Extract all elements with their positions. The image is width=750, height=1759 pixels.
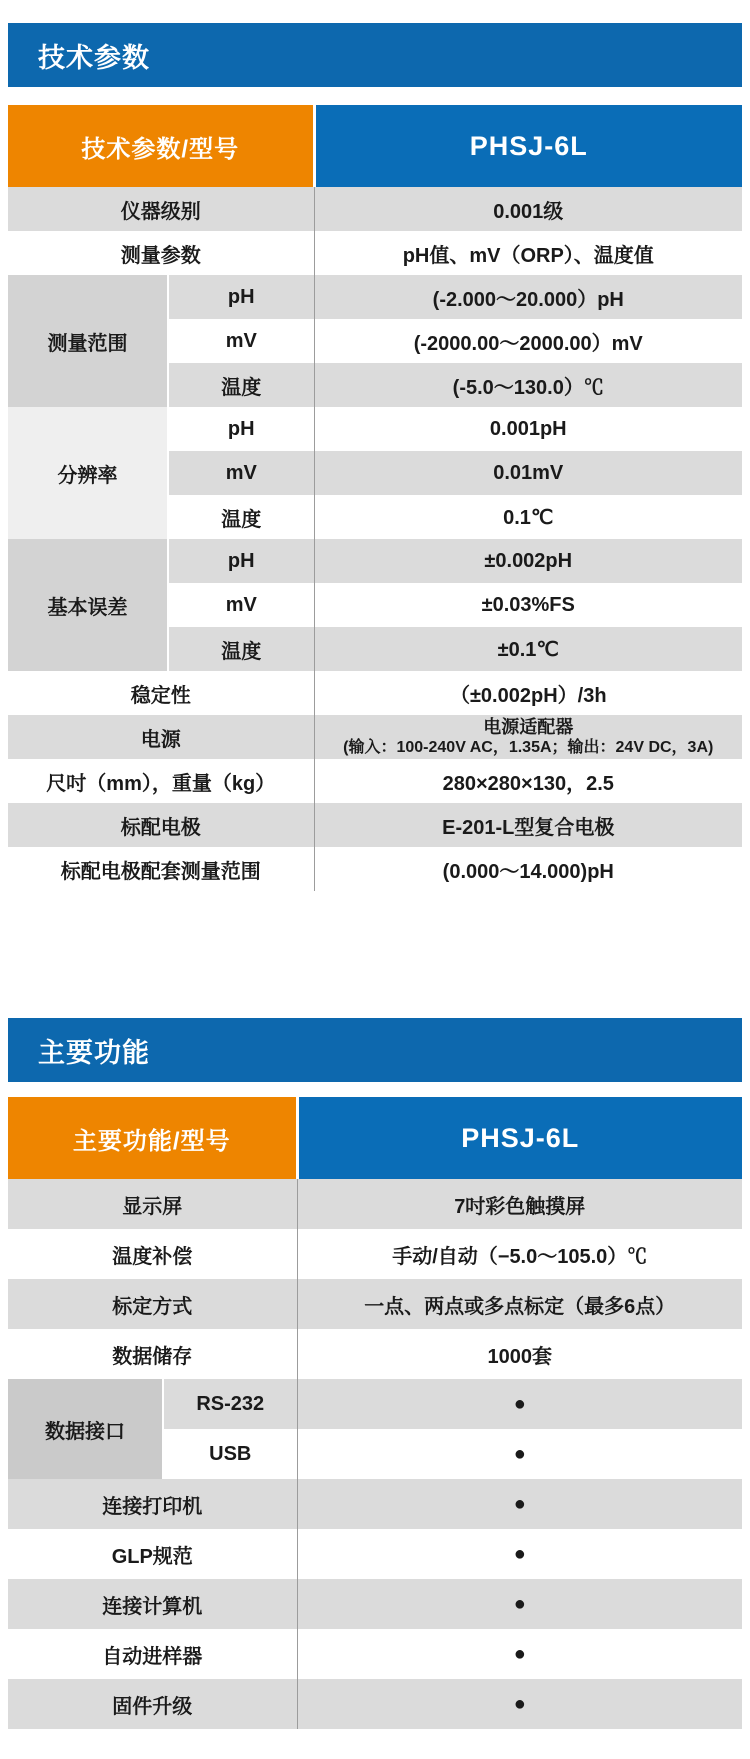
sub-label: pH: [168, 407, 314, 451]
feature-supported-dot: ●: [297, 1679, 742, 1729]
feature-supported-dot: ●: [297, 1379, 742, 1429]
group-label-resolution: 分辨率: [8, 407, 168, 539]
row-label: 测量参数: [8, 231, 314, 275]
row-label: 温度补偿: [8, 1229, 297, 1279]
row-value: 手动/自动（−5.0～105.0）℃: [297, 1229, 742, 1279]
sub-label: 温度: [168, 495, 314, 539]
row-label: 标定方式: [8, 1279, 297, 1329]
row-value: 0.001级: [314, 187, 742, 231]
row-label: 数据储存: [8, 1329, 297, 1379]
feature-supported-dot: ●: [297, 1479, 742, 1529]
row-value: 7吋彩色触摸屏: [297, 1179, 742, 1229]
sub-label: RS-232: [163, 1379, 297, 1429]
sub-label: USB: [163, 1429, 297, 1479]
sub-label: 温度: [168, 627, 314, 671]
table-row: [8, 1329, 742, 1379]
row-label: GLP规范: [8, 1529, 297, 1579]
table-row: [8, 1179, 742, 1229]
power-adapter-line1: 电源适配器: [483, 717, 574, 737]
row-value: 1000套: [297, 1329, 742, 1379]
main-functions-table: [8, 1097, 742, 1729]
table-row: [8, 847, 742, 891]
sub-label: pH: [168, 275, 314, 319]
table-row: [8, 1629, 742, 1679]
group-label-basic-error: 基本误差: [8, 539, 168, 671]
feature-supported-dot: ●: [297, 1529, 742, 1579]
table-row: [8, 671, 742, 715]
table-header-row: [8, 1097, 742, 1179]
row-label: 尺吋（mm），重量（kg）: [8, 759, 314, 803]
row-label: 固件升级: [8, 1679, 297, 1729]
table-row: [8, 1579, 742, 1629]
row-value: 0.1℃: [314, 495, 742, 539]
row-label: 连接计算机: [8, 1579, 297, 1629]
row-value: (-5.0～130.0）℃: [314, 363, 742, 407]
feature-supported-dot: ●: [297, 1429, 742, 1479]
sub-label: 温度: [168, 363, 314, 407]
sub-label: mV: [168, 319, 314, 363]
row-label: 仪器级别: [8, 187, 314, 231]
row-label: 电源: [8, 715, 314, 759]
row-value: (-2000.00～2000.00）mV: [314, 319, 742, 363]
sub-label: mV: [168, 583, 314, 627]
tech-params-table: [8, 105, 742, 891]
table2-header-left: 主要功能/型号: [8, 1097, 297, 1179]
table-row: [8, 1679, 742, 1729]
row-value: 0.01mV: [314, 451, 742, 495]
table-row: [8, 1479, 742, 1529]
table1-header-model: PHSJ-6L: [314, 105, 742, 187]
row-value: pH值、mV（ORP）、温度值: [314, 231, 742, 275]
row-value: （±0.002pH）/3h: [314, 671, 742, 715]
row-value: (-2.000～20.000）pH: [314, 275, 742, 319]
table2-header-model: PHSJ-6L: [297, 1097, 742, 1179]
row-label: 自动进样器: [8, 1629, 297, 1679]
row-label: 标配电极: [8, 803, 314, 847]
table-row: [8, 715, 742, 759]
sub-label: pH: [168, 539, 314, 583]
section-banner-main-functions-text: 主要功能: [38, 1037, 150, 1068]
table-row: [8, 231, 742, 275]
feature-supported-dot: ●: [297, 1579, 742, 1629]
table-row: [8, 539, 742, 583]
row-value: ±0.03%FS: [314, 583, 742, 627]
row-value: 0.001pH: [314, 407, 742, 451]
row-value: [314, 715, 742, 759]
table-header-row: [8, 105, 742, 187]
table-row: [8, 803, 742, 847]
section-banner-main-functions: [8, 1018, 742, 1082]
row-label: 连接打印机: [8, 1479, 297, 1529]
group-label-measure-range: 测量范围: [8, 275, 168, 407]
row-label: 稳定性: [8, 671, 314, 715]
table-row: [8, 1229, 742, 1279]
feature-supported-dot: ●: [297, 1629, 742, 1679]
table-row: [8, 1529, 742, 1579]
table-row: [8, 1279, 742, 1329]
table-row: [8, 407, 742, 451]
power-adapter-line2: (输入：100-240V AC，1.35A；输出：24V DC，3A): [343, 739, 714, 756]
row-value: E-201-L型复合电极: [314, 803, 742, 847]
section-banner-tech-params: [8, 23, 742, 87]
row-label: 显示屏: [8, 1179, 297, 1229]
row-value: ±0.002pH: [314, 539, 742, 583]
row-value: (0.000～14.000)pH: [314, 847, 742, 891]
section-banner-tech-params-text: 技术参数: [38, 42, 150, 73]
group-label-data-interface: 数据接口: [8, 1379, 163, 1479]
row-value: 一点、两点或多点标定（最多6点）: [297, 1279, 742, 1329]
row-value: 280×280×130，2.5: [314, 759, 742, 803]
table-row: [8, 275, 742, 319]
row-value: ±0.1℃: [314, 627, 742, 671]
table1-header-left: 技术参数/型号: [8, 105, 314, 187]
sub-label: mV: [168, 451, 314, 495]
table-row: [8, 759, 742, 803]
table-row: [8, 187, 742, 231]
table-row: [8, 1379, 742, 1429]
row-label: 标配电极配套测量范围: [8, 847, 314, 891]
